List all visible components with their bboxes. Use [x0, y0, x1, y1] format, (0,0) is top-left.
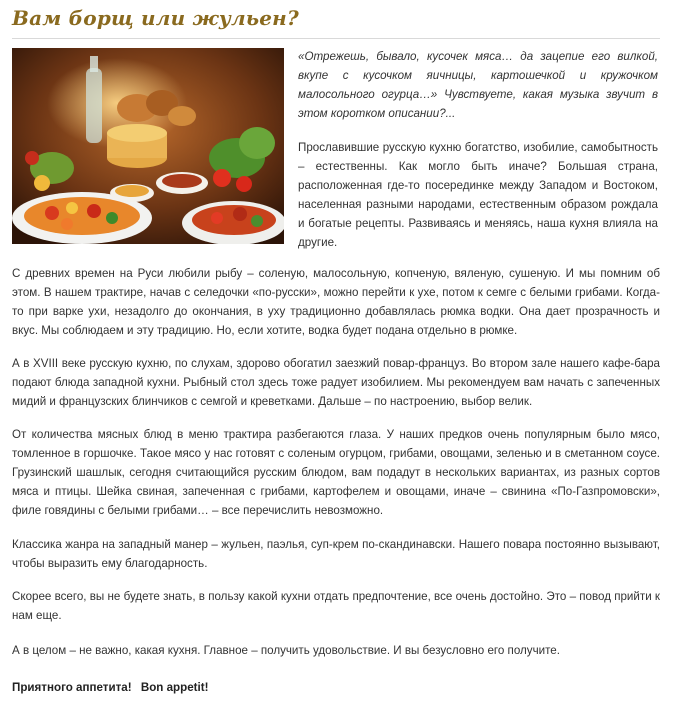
- body-paragraph: А в XVIII веке русскую кухню, по слухам, здорово обогатил заезжий повар-француз. Во втором зале нашего кафе-бара подают блюда западной кухни. Рыбный стол здесь тоже радует изобилием. Мы рекомендуем вам начать с запеченных мидий и французских блинчиков с семгой и креветками. Дальше – по настроению, выбор велик.: [12, 357, 660, 408]
- title-divider: [12, 38, 660, 39]
- body-paragraph: От количества мясных блюд в меню трактира разбегаются глаза. У наших предков очень популярным было мясо, томленное в горшочке. Такое мясо у нас готовят с соленым огурцом, грибами, овощами, зеленью и в сметанном соусе. Грузинский шашлык, сегодня считающийся русским блюдом, вам подадут в нескольких вариантах, из разных сортов мяса и птицы. Шейка свиная, запеченная с грибами, картофелем и овощами, иначе – свинина «По-Газпромовски», филе говядины с белыми грибами… – все перечислить невозможно.: [12, 428, 660, 517]
- body-paragraph: Скорее всего, вы не будете знать, в пользу какой кухни отдать предпочтение, все очень достойно. Это – повод прийти к нам еще.: [12, 590, 660, 622]
- intro-paragraph: Прославившие русскую кухню богатство, изобилие, самобытность – естественны. Как могло быть иначе? Большая страна, расположенная где-то посерединке между Западом и Востоком, населенная разными народами, естественным образом рождала и богатые рецепты. Развиваясь и меняясь, наша кухня влияла на другие.: [298, 141, 658, 249]
- food-banquet-illustration: [12, 48, 284, 244]
- page-title: Вам борщ или жульен?: [12, 6, 299, 30]
- intro-quote: «Отрежешь, бывало, кусочек мяса… да зацепие его вилкой, вкупе с кусочком яичницы, картошечкой и кружочком малосольного огурца…» Чувствуете, какая музыка звучит в этом коротком описании?...: [298, 50, 658, 120]
- closing-french: Bon appetit!: [140, 681, 209, 694]
- food-banquet-photo: [12, 48, 284, 244]
- body-paragraph: С древних времен на Руси любили рыбу – соленую, малосольную, копченую, вяленую, сушеную. И мы помним об этом. В нашем трактире, начав с селедочки «по-русски», можно перейти к ухе, потом к семге с белыми грибами. Когда-то при варке ухи, незадолго до окончания, в уху традиционно добавлялась рюмка водки. Она дает прозрачность и вкус. Мы соблюдаем и эту традицию. Но, если хотите, водка будет подана отдельно в рюмке.: [12, 267, 660, 337]
- body-paragraph: А в целом – не важно, какая кухня. Главное – получить удовольствие. И вы безусловно его получите.: [12, 644, 560, 657]
- closing-line: [12, 678, 660, 697]
- closing-russian: Приятного аппетита!: [12, 681, 132, 694]
- body-paragraph: Классика жанра на западный манер – жульен, паэлья, суп-крем по-скандинавски. Нашего повара постоянно вызывают, чтобы выразить ему благодарность.: [12, 538, 660, 570]
